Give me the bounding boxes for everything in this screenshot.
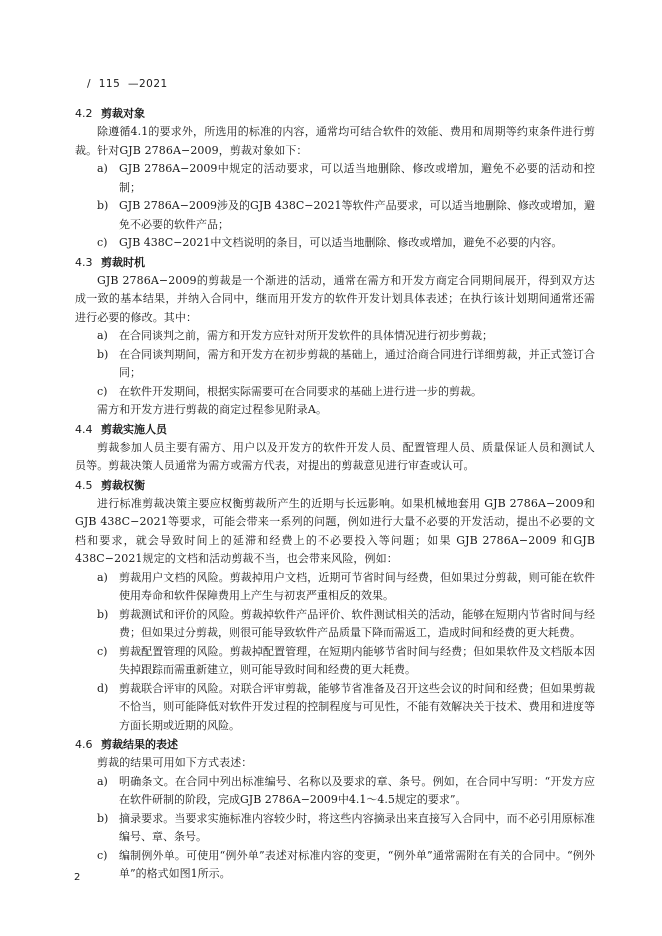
list-marker: a) [97, 162, 108, 175]
section-number: 4.5 [75, 478, 93, 492]
list-item [75, 680, 595, 736]
list-marker: d) [97, 681, 109, 695]
list-item-text: 在合同谈判期间，需方和开发方在初步剪裁的基础上，通过洽商合同进行详细剪裁，并正式签订合同； [119, 347, 595, 379]
section-heading [75, 107, 595, 121]
list-item [75, 810, 595, 847]
section-title: 剪裁权衡 [101, 478, 145, 492]
list-item-text: GJB 2786A−2009涉及的GJB 438C−2021等软件产品要求，可以适当地删除、修改或增加，避免不必要的软件产品； [119, 199, 595, 231]
list-item-text: 摘录要求。当要求实施标准内容较少时，将这些内容摘录出来直接写入合同中，而不必引用原标准编号、章、条号。 [119, 811, 595, 843]
section-heading [75, 479, 595, 493]
header-number: 115 [98, 78, 121, 90]
section-number: 4.6 [75, 738, 93, 751]
list-item [75, 234, 595, 253]
page-number: 2 [74, 872, 81, 883]
list-marker: a) [97, 329, 108, 342]
paragraph: 进行标准剪裁决策主要应权衡剪裁所产生的近期与长远影响。如果机械地套用 GJB 2786A−2009和GJB 438C−2021等要求，可能会带来一系列的问题，例如进行大量不必要的开发活动，提出不必要的文档和要求，就会导致时间上的延滞和经费上的不必要投入等问题；如果 GJB 2786A−2009 和GJB 438C−2021规定的文档和活动剪裁不当，也会带来风险，例如： [75, 496, 595, 565]
paragraph: 除遵循4.1的要求外，所选用的标准的内容，通常均可结合软件的效能、费用和周期等约束条件进行剪裁。针对GJB 2786A−2009，剪裁对象如下： [75, 125, 595, 157]
list-item [75, 773, 595, 810]
list-item [75, 569, 595, 606]
list-item [75, 606, 595, 643]
list-item [75, 197, 595, 234]
list-item-text: 剪裁用户文档的风险。剪裁掉用户文档，近期可节省时间与经费，但如果过分剪裁，则可能在软件使用寿命和软件保障费用上产生与初衷严重相反的效果。 [119, 570, 595, 602]
list-item-text: 在合同谈判之前，需方和开发方应针对所开发软件的具体情况进行初步剪裁； [119, 329, 493, 342]
list-item-text: GJB 2786A−2009中规定的活动要求，可以适当地删除、修改或增加，避免不必要的活动和控制； [119, 162, 595, 194]
paragraph: 需方和开发方进行剪裁的商定过程参见附录A。 [97, 403, 328, 416]
list-marker: a) [97, 774, 108, 788]
list-marker: c) [97, 236, 108, 249]
running-header [87, 78, 168, 90]
list-item [75, 327, 595, 346]
list-marker: b) [97, 607, 109, 621]
paragraph: 剪裁参加人员主要有需方、用户以及开发方的软件开发人员、配置管理人员、质量保证人员和测试人员等。剪裁决策人员通常为需方或需方代表，对提出的剪裁意见进行审查或认可。 [75, 440, 595, 472]
section-title: 剪裁结果的表述 [101, 738, 178, 751]
section-heading [75, 423, 595, 437]
list-item-text: 剪裁联合评审的风险。对联合评审剪裁，能够节省准备及召开这些会议的时间和经费；但如果剪裁不恰当，则可能降低对软件开发过程的控制程度与可见性，不能有效解决关于技术、费用和进度等方面长期或近期的风险。 [119, 681, 595, 732]
list-item [75, 643, 595, 680]
list-item [75, 160, 595, 197]
section-number: 4.3 [75, 255, 93, 269]
header-prefix: / [87, 78, 92, 90]
list-marker: c) [97, 644, 108, 658]
list-item-text: 明确条文。在合同中列出标准编号、名称以及要求的章、条号。例如，在合同中写明：“开发方应在软件研制的阶段，完成GJB 2786A−2009中4.1～4.5规定的要求”。 [119, 774, 595, 806]
list-item-text: 在软件开发期间，根据实际需要可在合同要求的基础上进行进一步的剪裁。 [119, 384, 482, 398]
list-marker: b) [97, 811, 109, 825]
list-item-text: GJB 438C−2021中文档说明的条目，可以适当地删除、修改或增加，避免不必要的内容。 [119, 236, 563, 249]
list-item [75, 383, 595, 402]
paragraph: 剪裁的结果可用如下方式表述： [97, 756, 253, 769]
section-heading [75, 738, 595, 752]
list-item-text: 剪裁配置管理的风险。剪裁掉配置管理，在短期内能够节省时间与经费；但如果软件及文档版本因失掉跟踪而需重新建立，则可能导致时间和经费的更大耗费。 [119, 644, 595, 676]
list-marker: b) [97, 199, 109, 212]
section-heading [75, 256, 595, 270]
list-item [75, 346, 595, 383]
list-item-text: 剪裁测试和评价的风险。剪裁掉软件产品评价、软件测试相关的活动，能够在短期内节省时间与经费；但如果过分剪裁，则很可能导致软件产品质量下降而需返工，造成时间和经费的更大耗费。 [119, 607, 595, 639]
section-number: 4.4 [75, 422, 93, 436]
section-title: 剪裁时机 [101, 255, 145, 269]
section-title: 剪裁对象 [101, 107, 145, 120]
list-marker: c) [97, 848, 108, 862]
paragraph: GJB 2786A−2009的剪裁是一个渐进的活动，通常在需方和开发方商定合同期间展开，得到双方达成一致的基本结果，并纳入合同中，继而用开发方的软件开发计划具体表述；在执行该计划期间通常还需进行必要的修改。其中： [75, 273, 595, 324]
section-title: 剪裁实施人员 [101, 422, 167, 436]
list-item-text: 编制例外单。可使用“例外单”表述对标准内容的变更，“例外单”通常需附在有关的合同中。“例外单”的格式如图1所示。 [119, 848, 595, 880]
list-marker: a) [97, 570, 108, 584]
section-number: 4.2 [75, 107, 93, 120]
list-item [75, 847, 595, 884]
document-body [75, 104, 595, 884]
list-marker: b) [97, 347, 109, 361]
list-marker: c) [97, 384, 108, 398]
header-year: —2021 [127, 78, 168, 90]
